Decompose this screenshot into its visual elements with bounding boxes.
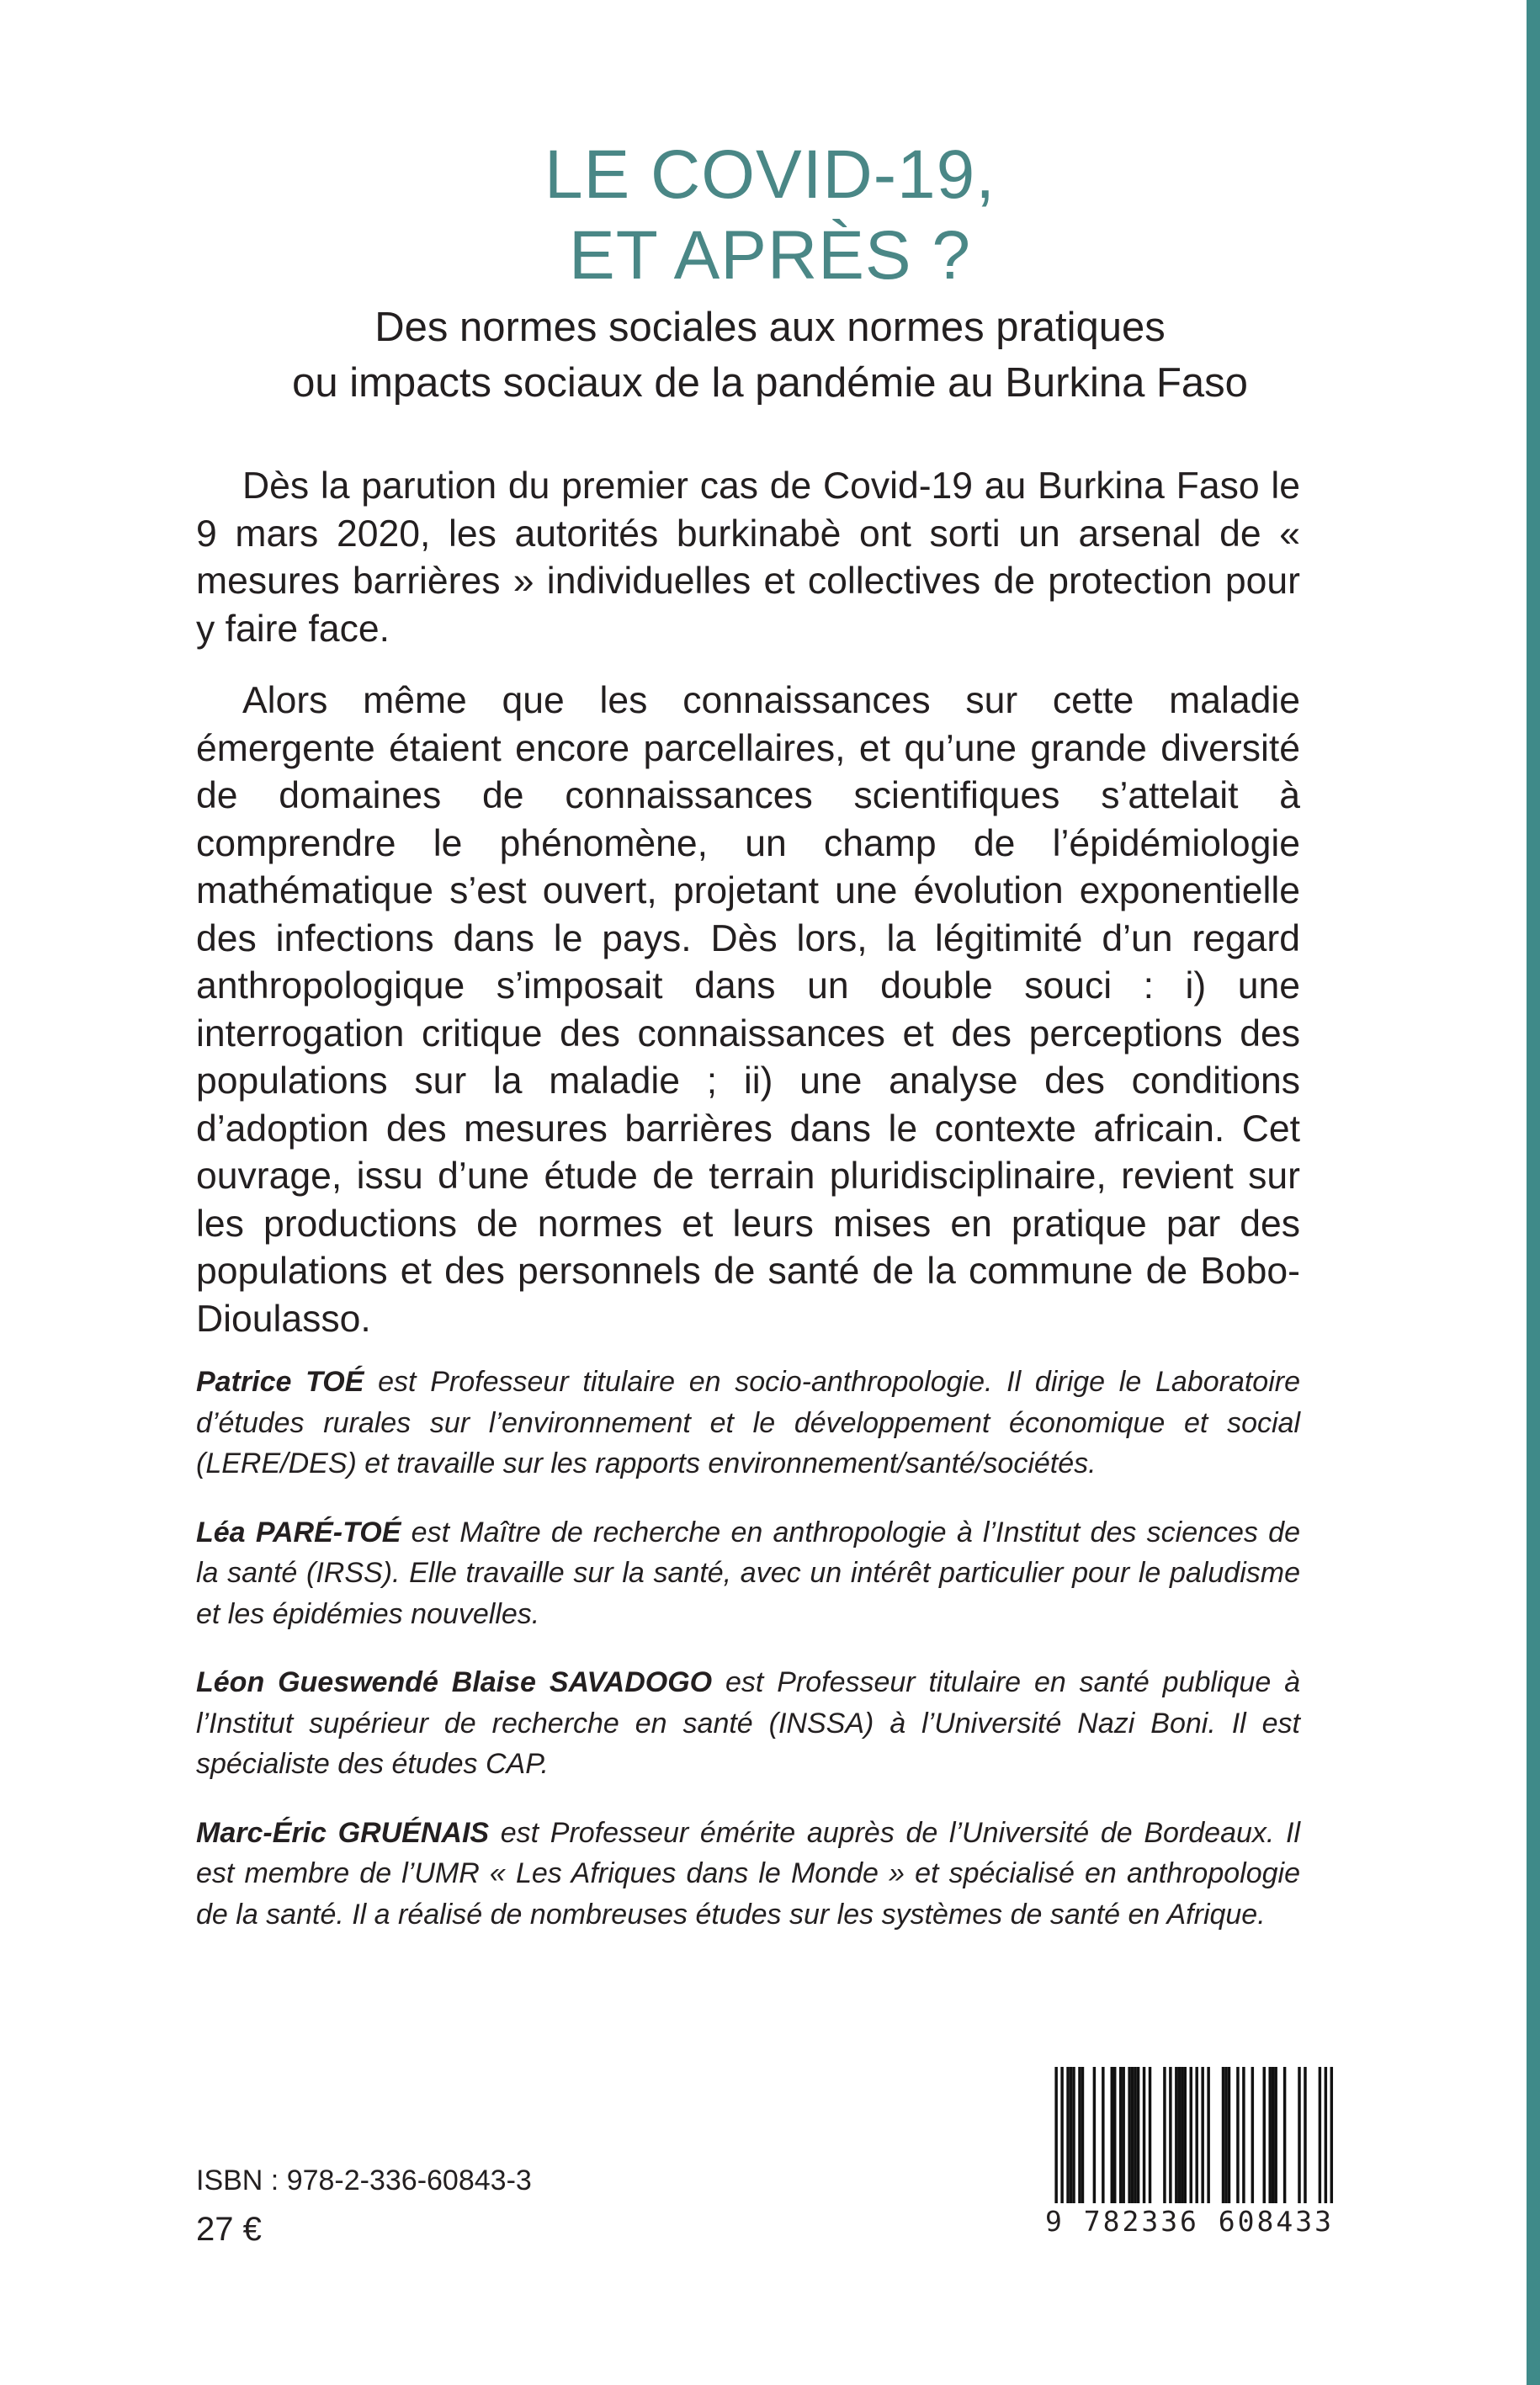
price-label: 27 € xyxy=(196,2211,262,2248)
book-title-line-1: LE COVID-19, xyxy=(544,136,996,213)
author-name: Patrice TOÉ xyxy=(196,1366,364,1398)
barcode-bar xyxy=(1268,2067,1271,2208)
barcode-bar xyxy=(1222,2067,1224,2208)
author-bio xyxy=(196,1362,1300,1485)
author-bio-text: est Maître de recherche en anthropologie à l’Institut des sciences de la santé (IRSS). Elle travaille sur la santé, avec un intérêt particulier pour le paludisme et les épidémies nouvelles. xyxy=(196,1516,1300,1630)
barcode-bar xyxy=(1272,2067,1274,2208)
barcode-bar xyxy=(1251,2067,1254,2208)
barcode-bar xyxy=(1242,2067,1245,2208)
blurb-paragraph: Alors même que les connaissances sur cette maladie émergente étaient encore parcellaires, et qu’une grande diversité de domaines de connaissances scientifiques s’attelait à comprendre le phénomène, un champ de l’épidémiologie mathématique s’est ouvert, projetant une évolution exponentielle des infections dans le pays. Dès lors, la légitimité d’un regard anthropologique s’imposait dans un double souci : i) une interrogation critique des connaissances et des perceptions des populations sur la maladie ; ii) une analyse des conditions d’adoption des mesures barrières dans le contexte africain. Cet ouvrage, issu d’une étude de terrain pluridisciplinaire, revient sur les productions de normes et leurs mises en pratique par des populations et des personnels de santé de la commune de Bobo-Dioulasso. xyxy=(196,680,1300,1340)
barcode-digits: 9 782336 608433 xyxy=(1040,2203,1339,2240)
barcode-bar xyxy=(1078,2067,1081,2208)
barcode-bar xyxy=(1224,2067,1227,2208)
author-bios xyxy=(196,1362,1300,1963)
book-title-line-2: ET APRÈS ? xyxy=(569,217,971,294)
barcode-bar xyxy=(1181,2067,1183,2208)
author-bio-text: est Professeur émérite auprès de l’Université de Bordeaux. Il est membre de l’UMR « Les Afriques dans le Monde » et spécialisé en anthropologie de la santé. Il a réalisé de nombreuses études sur les systèmes de santé en Afrique. xyxy=(196,1816,1300,1931)
barcode-bar xyxy=(1263,2067,1266,2208)
barcode-bar xyxy=(1122,2067,1124,2208)
barcode-bar xyxy=(1119,2067,1122,2208)
author-name: Léon Gueswendé Blaise SAVADOGO xyxy=(196,1666,713,1698)
isbn-label: ISBN : 978-2-336-60843-3 xyxy=(196,2165,532,2196)
barcode-bar xyxy=(1134,2067,1136,2208)
barcode-bar xyxy=(1102,2067,1104,2208)
barcode-bar xyxy=(1175,2067,1177,2208)
barcode-bar xyxy=(1149,2067,1151,2208)
barcode-bar xyxy=(1304,2067,1306,2208)
barcode-bar xyxy=(1093,2067,1096,2208)
barcode-bar xyxy=(1137,2067,1139,2208)
barcode-bar xyxy=(1228,2067,1230,2208)
blurb-paragraph: Dès la parution du premier cas de Covid-19 au Burkina Faso le 9 mars 2020, les autorités burkinabè ont sorti un arsenal de « mesures barrières » individuelles et collectives de protection pour y faire face. xyxy=(196,465,1300,650)
barcode-bar xyxy=(1184,2067,1187,2208)
barcode-bar xyxy=(1178,2067,1181,2208)
author-bio xyxy=(196,1662,1300,1785)
barcode-bar xyxy=(1236,2067,1239,2208)
book-title xyxy=(0,135,1540,296)
barcode-bar xyxy=(1201,2067,1203,2208)
barcode-bar xyxy=(1072,2067,1075,2208)
barcode-bar xyxy=(1066,2067,1069,2208)
barcode-bar xyxy=(1070,2067,1072,2208)
barcode-bar xyxy=(1143,2067,1145,2208)
barcode-bar xyxy=(1169,2067,1171,2208)
author-bio xyxy=(196,1813,1300,1936)
barcode-bar xyxy=(1274,2067,1277,2208)
author-bio xyxy=(196,1512,1300,1635)
barcode-bar xyxy=(1128,2067,1130,2208)
author-name: Léa PARÉ-TOÉ xyxy=(196,1516,401,1548)
author-name: Marc-Éric GRUÉNAIS xyxy=(196,1816,490,1849)
barcode-bar xyxy=(1113,2067,1116,2208)
barcode-bar xyxy=(1298,2067,1300,2208)
blurb xyxy=(196,463,1300,1368)
barcode-bar xyxy=(1207,2067,1209,2208)
book-subtitle-line-1: Des normes sociales aux normes pratiques xyxy=(374,305,1166,350)
book-subtitle-line-2: ou impacts sociaux de la pandémie au Burkina Faso xyxy=(292,360,1248,406)
book-subtitle xyxy=(0,300,1540,411)
barcode-bar xyxy=(1111,2067,1113,2208)
barcode-bar xyxy=(1081,2067,1084,2208)
author-bio-text: est Professeur titulaire en socio-anthropologie. Il dirige le Laboratoire d’études rurales sur l’environnement et le développement économique et social (LERE/DES) et travaille sur les rapports environnement/santé/sociétés. xyxy=(196,1366,1300,1479)
barcode-bar xyxy=(1163,2067,1166,2208)
barcode-bar xyxy=(1319,2067,1321,2208)
barcode-bar xyxy=(1283,2067,1286,2208)
barcode-bar xyxy=(1131,2067,1134,2208)
author-bio-text: est Professeur titulaire en santé publique à l’Institut supérieur de recherche en santé (INSSA) à l’Université Nazi Boni. Il est spécialiste des études CAP. xyxy=(196,1666,1300,1780)
